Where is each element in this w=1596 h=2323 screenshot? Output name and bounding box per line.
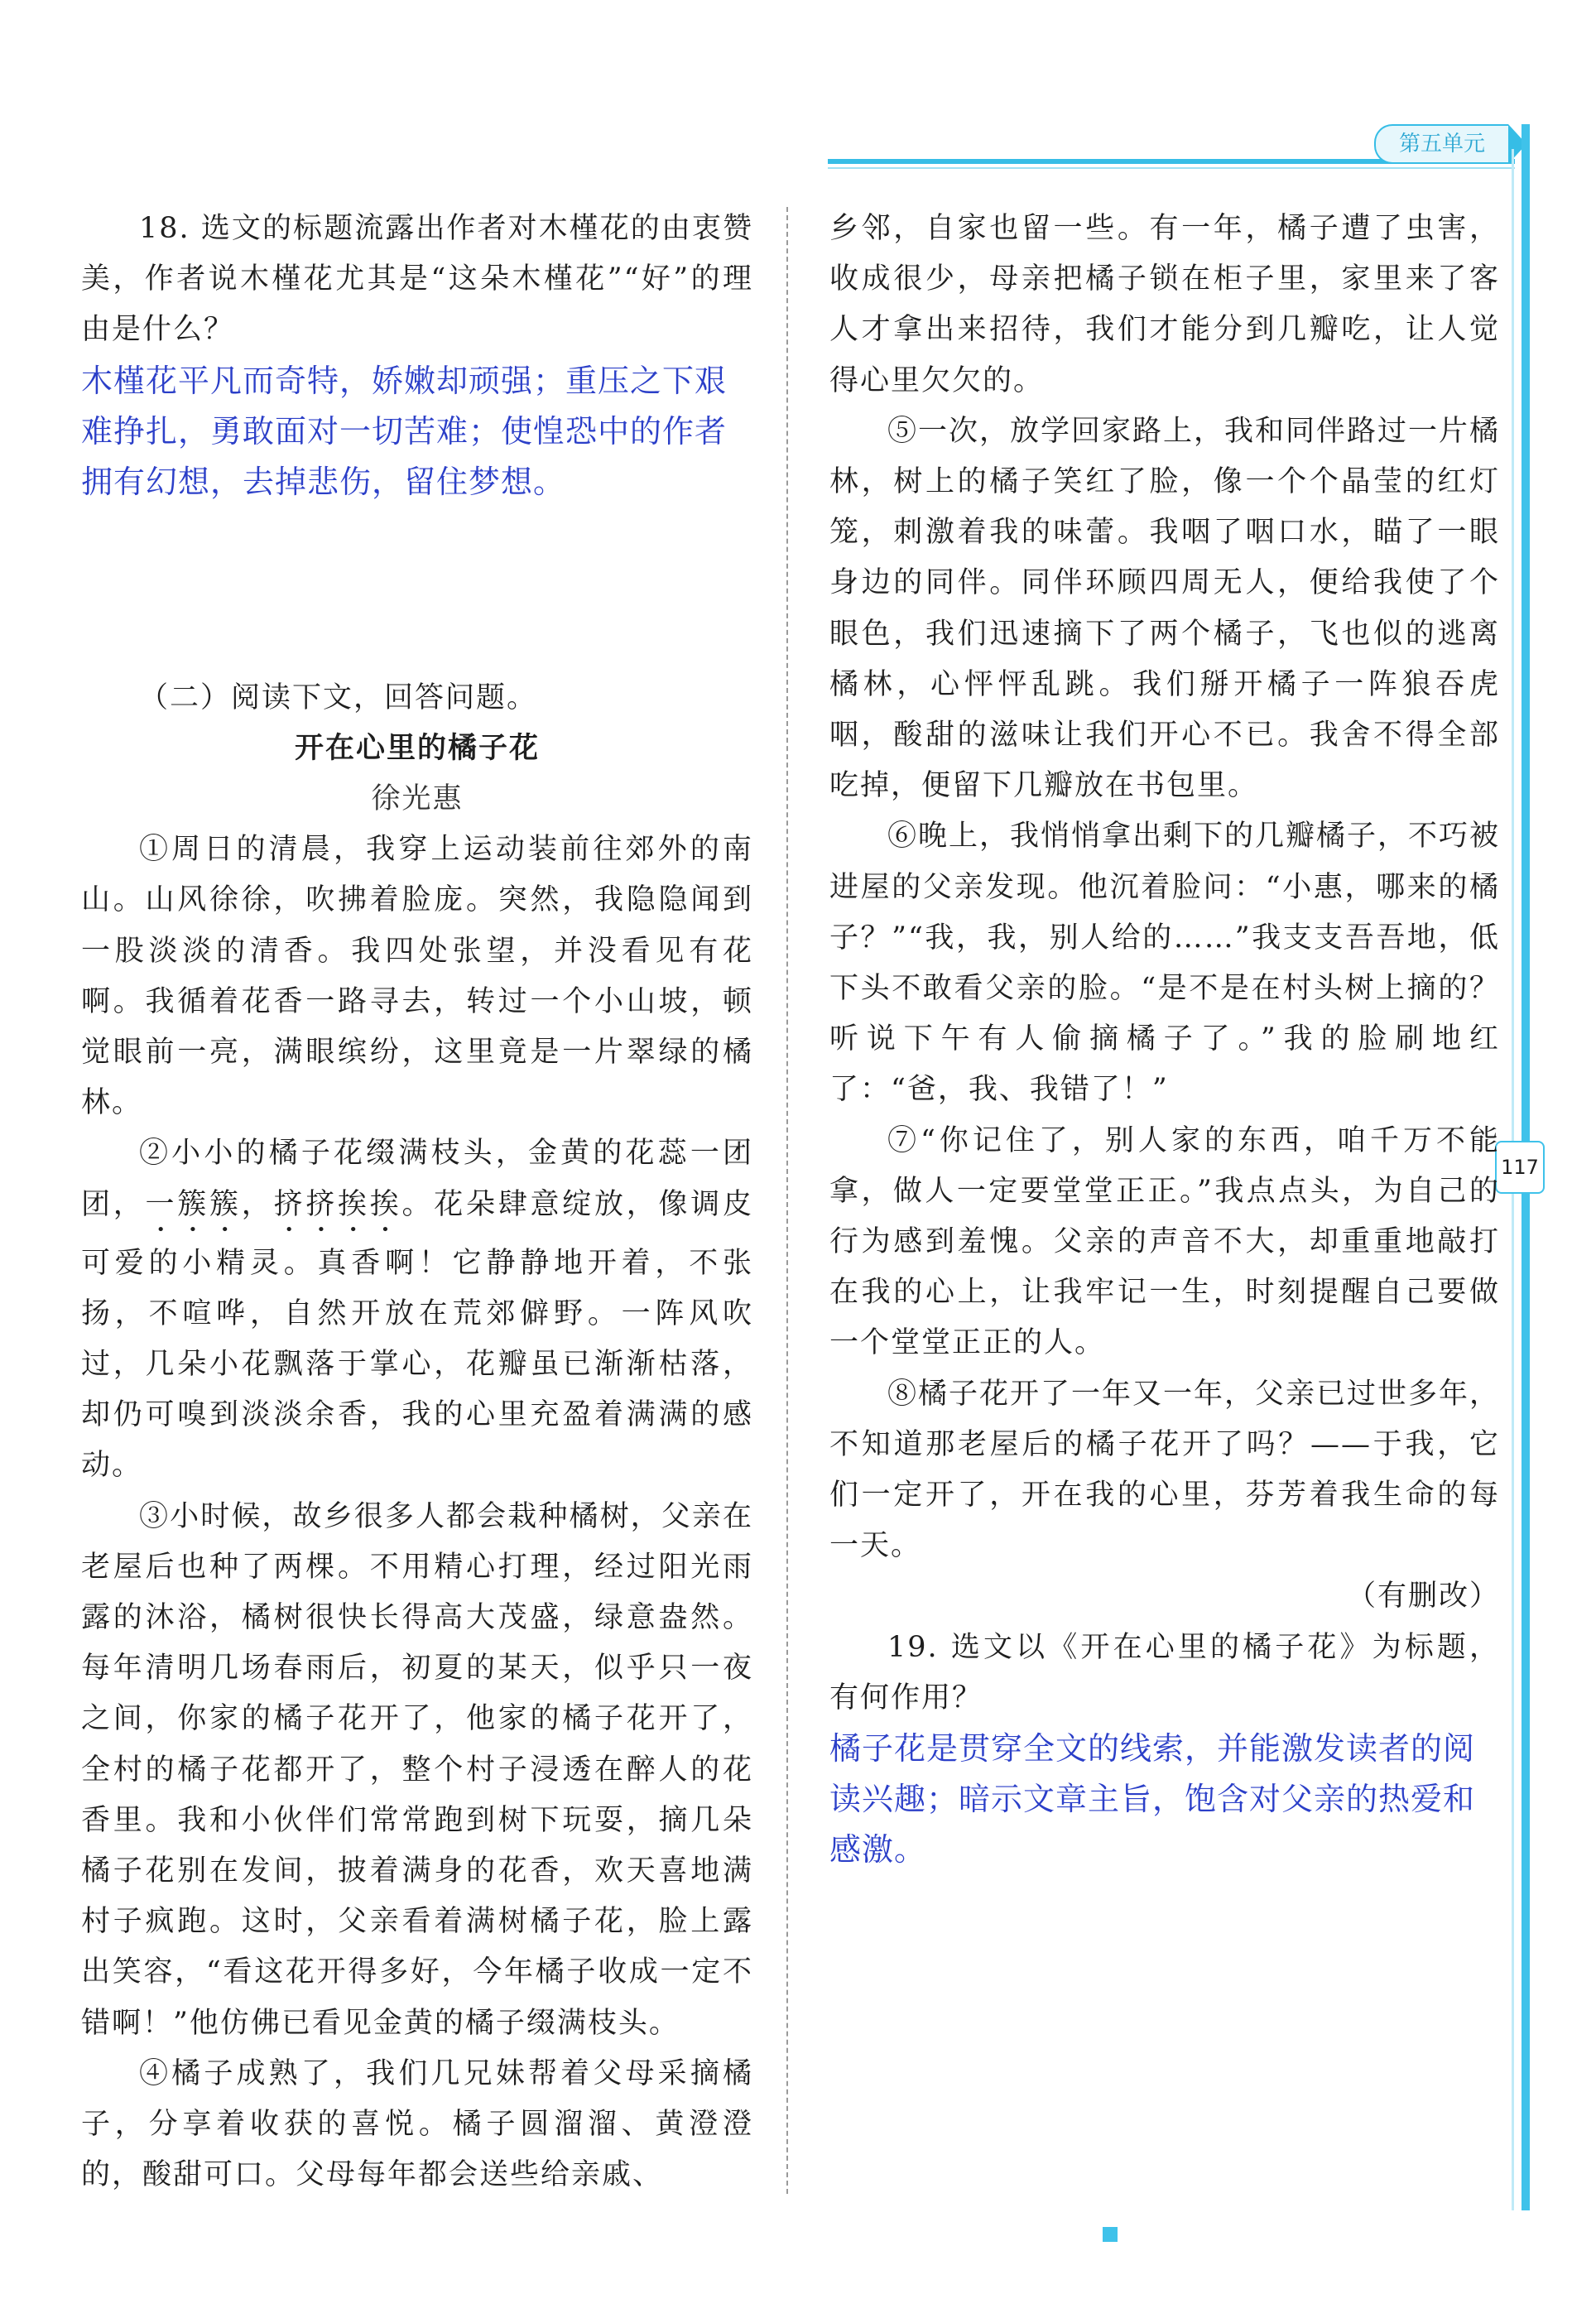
paragraph-7: ⑦“你记住了，别人家的东西，咱千万不能拿，做人一定要堂堂正正。”我点点头，为自己的行为感到羞愧。父亲的声音不大，却重重地敲打在我的心上，让我牢记一生，时刻提醒自己要做一个堂堂正正的人。: [829, 1123, 1500, 1360]
column-divider: [786, 207, 788, 2194]
question-19: 19. 选文以《开在心里的橘子花》为标题，有何作用？: [829, 1630, 1500, 1715]
article-title: 开在心里的橘子花: [294, 731, 540, 765]
corner-square: [1103, 2227, 1118, 2242]
paragraph-2-dotted: 一簇簇，挤挤挨挨: [145, 1187, 402, 1221]
answer-19: 橘子花是贯穿全文的线索，并能激发读者的阅读兴趣；暗示文章主旨，饱含对父亲的热爱和感激。: [829, 1730, 1476, 1868]
unit-tab: 第五单元: [1374, 124, 1508, 164]
section-heading: （二）阅读下文，回答问题。: [139, 681, 538, 714]
paragraph-4-continued: 乡邻，自家也留一些。有一年，橘子遭了虫害，收成很少，母亲把橘子锁在柜子里，家里来了客人才拿出来招待，我们才能分到几瓣吃，让人觉得心里欠欠的。: [829, 212, 1500, 397]
paragraph-2: [81, 1128, 753, 1491]
right-column: [829, 204, 1500, 1875]
paragraph-3: ③小时候，故乡很多人都会栽种橘树，父亲在老屋后也种了两棵。不用精心打理，经过阳光雨露的沐浴，橘树很快长得高大茂盛，绿意盎然。每年清明几场春雨后，初夏的某天，似乎只一夜之间，你家的橘子花开了，他家的橘子花开了，全村的橘子花都开了，整个村子浸透在醉人的花香里。我和小伙伴们常常跑到树下玩耍，摘几朵橘子花别在发间，披着满身的花香，欢天喜地满村子疯跑。这时，父亲看着满树橘子花，脸上露出笑容，“看这花开得多好，今年橘子收成一定不错啊！”他仿佛已看见金黄的橘子缀满枝头。: [81, 1499, 753, 2040]
header-rule-thin: [828, 167, 1515, 169]
paragraph-6: ⑥晚上，我悄悄拿出剩下的几瓣橘子，不巧被进屋的父亲发现。他沉着脸问：“小惠，哪来的橘子？”“我，我，别人给的……”我支支吾吾地，低下头不敢看父亲的脸。“是不是在村头树上摘的？听说下午有人偷摘橘子了。”我的脸刷地红了：“爸，我、我错了！”: [829, 820, 1501, 1107]
answer-18: 木槿花平凡而奇特，娇嫩却顽强；重压之下艰难挣扎，勇敢面对一切苦难；使惶恐中的作者拥有幻想，去掉悲伤，留住梦想。: [81, 362, 728, 500]
left-column: [81, 204, 753, 2201]
paragraph-8: ⑧橘子花开了一年又一年，父亲已过世多年，不知道那老屋后的橘子花开了吗？——于我，它们一定开了，开在我的心里，芬芳着我生命的每一天。: [829, 1377, 1501, 1563]
paragraph-4: ④橘子成熟了，我们几兄妹帮着父母采摘橘子，分享着收获的喜悦。橘子圆溜溜、黄澄澄的，酸甜可口。父母每年都会送些给亲戚、: [81, 2056, 753, 2192]
article-author: 徐光惠: [371, 782, 464, 816]
paragraph-2-start: ②小小的橘子花缀满枝头，金黄的花蕊一团团，: [81, 1137, 753, 1221]
paragraph-2-rest: 。花朵肆意绽放，像调皮可爱的小精灵。真香啊！它静静地开着，不张扬，不喧哗，自然开放在荒郊僻野。一阵风吹过，几朵小花飘落于掌心，花瓣虽已渐渐枯落，却仍可嗅到淡淡余香，我的心里充盈着满满的感动。: [81, 1187, 753, 1483]
source-note: （有删改）: [1346, 1580, 1500, 1614]
paragraph-1: ①周日的清晨，我穿上运动装前往郊外的南山。山风徐徐，吹拂着脸庞。突然，我隐隐闻到一股淡淡的清香。我四处张望，并没看见有花啊。我循着花香一路寻去，转过一个小山坡，顿觉眼前一亮，满眼缤纷，这里竟是一片翠绿的橘林。: [81, 833, 753, 1120]
question-18: 18. 选文的标题流露出作者对木槿花的由衷赞美，作者说木槿花尤其是“这朵木槿花”“好”的理由是什么？: [81, 212, 753, 347]
page-number: 117: [1495, 1141, 1545, 1194]
paragraph-5: ⑤一次，放学回家路上，我和同伴路过一片橘林，树上的橘子笑红了脸，像一个个晶莹的红灯笼，刺激着我的味蕾。我咽了咽口水，瞄了一眼身边的同伴。同伴环顾四周无人，便给我使了个眼色，我们迅速摘下了两个橘子，飞也似的逃离橘林，心怦怦乱跳。我们掰开橘子一阵狼吞虎咽，酸甜的滋味让我们开心不已。我舍不得全部吃掉，便留下几瓣放在书包里。: [829, 414, 1501, 803]
